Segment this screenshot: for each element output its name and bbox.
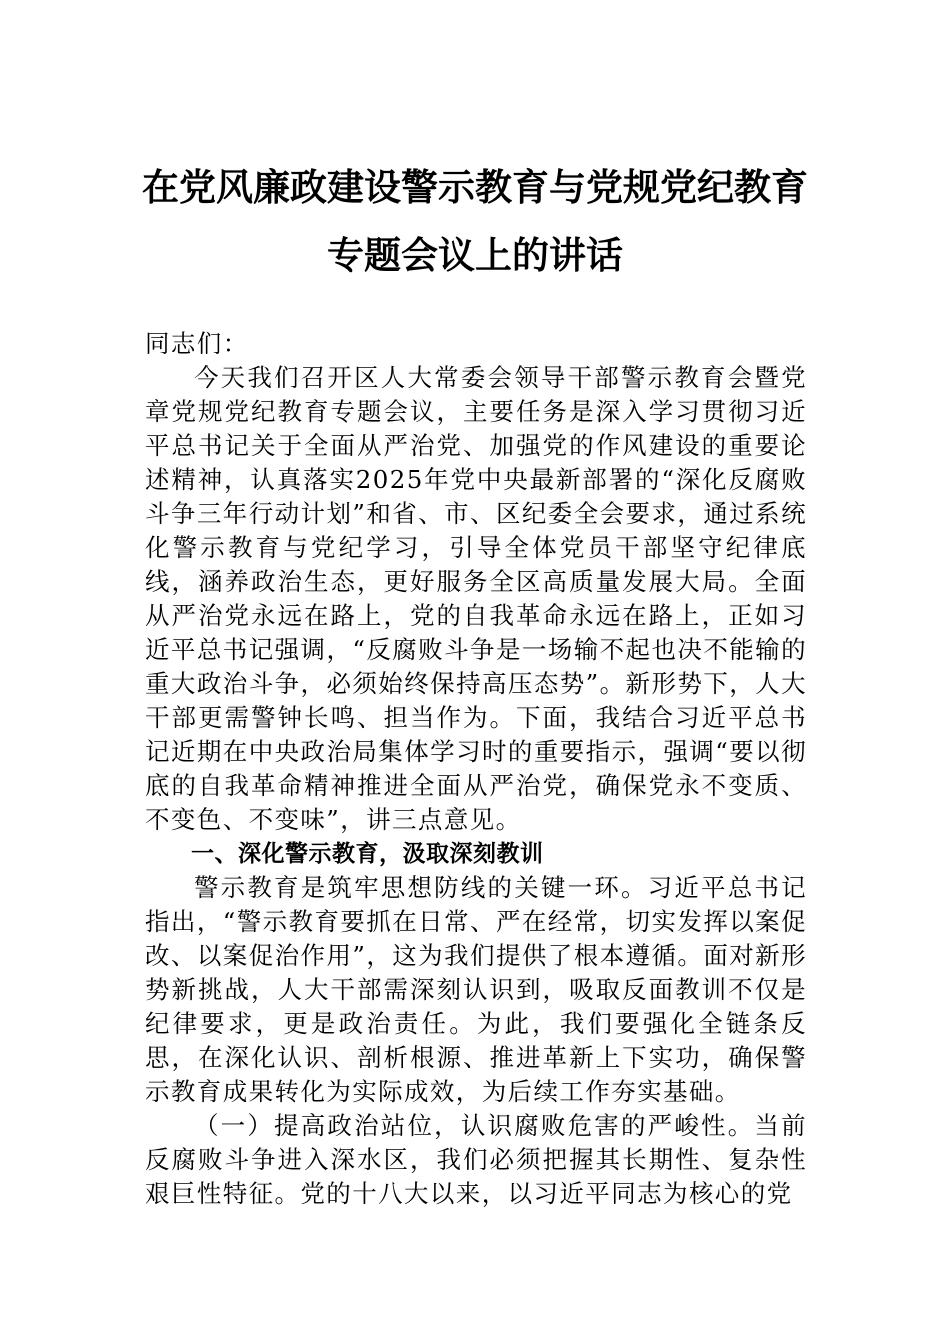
section-heading-1: 一、深化警示教育，汲取深刻教训 bbox=[191, 841, 544, 867]
intro-paragraph: 今天我们召开区人大常委会领导干部警示教育会暨党章党规党纪教育专题会议，主要任务是深入学习贯彻习近平总书记关于全面从严治党、加强党的作风建设的重要论述精神，认真落实2025年党中央最新部署的“深化反腐败斗争三年行动计划”和省、市、区纪委全会要求，通过系统化警示教育与党纪学习，引导全体党员干部坚守纪律底线，涵养政治生态，更好服务全区高质量发展大局。全面从严治党永远在路上，党的自我革命永远在路上，正如习近平总书记强调，“反腐败斗争是一场输不起也决不能输的重大政治斗争，必须始终保持高压态势”。新形势下，人大干部更需警钟长鸣、担当作为。下面，我结合习近平总书记近期在中央政治局集体学习时的重要指示，强调“要以彻底的自我革命精神推进全面从严治党，确保党永不变质、不变色、不变味”，讲三点意见。 bbox=[145, 363, 807, 834]
section-1-paragraph: 警示教育是筑牢思想防线的关键一环。习近平总书记指出，“警示教育要抓在日常、严在经常，切实发挥以案促改、以案促治作用”，这为我们提供了根本遵循。面对新形势新挑战，人大干部需深刻认识到，吸取反面教训不仅是纪律要求，更是政治责任。为此，我们要强化全链条反思，在深化认识、剖析根源、推进革新上下实功，确保警示教育成果转化为实际成效，为后续工作夯实基础。 bbox=[145, 873, 807, 1106]
document-title-line-2: 专题会议上的讲话 bbox=[327, 233, 623, 277]
document-title-line-1: 在党风廉政建设警示教育与党规党纪教育 bbox=[142, 165, 808, 209]
subsection-1-paragraph: （一）提高政治站位，认识腐败危害的严峻性。当前反腐败斗争进入深水区，我们必须把握其长期性、复杂性艰巨性特征。党的十八大以来，以习近平同志为核心的党 bbox=[145, 1111, 807, 1208]
salutation: 同志们： bbox=[145, 329, 249, 358]
document-body bbox=[145, 327, 807, 1211]
